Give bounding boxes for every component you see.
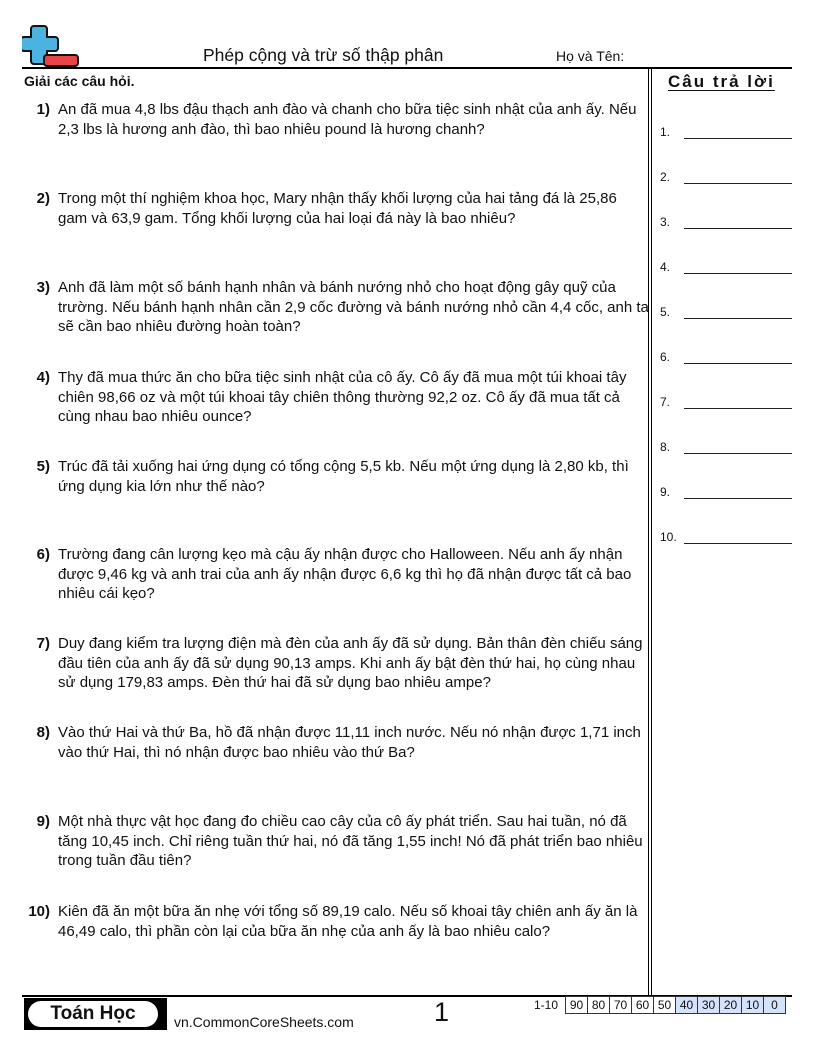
- question-text: Vào thứ Hai và thứ Ba, hồ đã nhận được 11,11 inch nước. Nếu nó nhận được 1,71 inch vào thứ Hai, thì nó nhận được bao nhiêu vào thứ Ba?: [58, 724, 641, 761]
- answer-blank[interactable]: [660, 391, 792, 409]
- brand-label: Toán Học: [28, 1001, 158, 1027]
- question-number: 9): [36, 813, 50, 830]
- score-cell: 10: [742, 997, 764, 1014]
- question-text: An đã mua 4,8 lbs đậu thạch anh đào và chanh cho bữa tiệc sinh nhật của anh ấy. Nếu 2,3 lbs là hương anh đào, thì bao nhiêu pound là hương chanh?: [58, 101, 637, 138]
- instructions: Giải các câu hỏi.: [24, 73, 135, 89]
- question-text: Duy đang kiểm tra lượng điện mà đèn của anh ấy đã sử dụng. Bản thân đèn chiếu sáng đầu tiên của anh ấy đã sử dụng 90,13 amps. Khi anh ấy bật đèn thứ hai, họ cùng nhau sử dụng 179,83 amps. Đèn thứ hai đã sử dụng bao nhiêu ampe?: [58, 635, 643, 691]
- answer-blank[interactable]: [660, 256, 792, 274]
- question-item: [24, 368, 650, 427]
- question-item: [24, 812, 650, 871]
- score-row: [566, 997, 786, 1014]
- answer-line[interactable]: [684, 453, 792, 454]
- answer-number: 7.: [660, 395, 671, 409]
- question-number: 5): [36, 458, 50, 475]
- score-cell: 70: [610, 997, 632, 1014]
- answers-title: Câu trả lời: [668, 72, 775, 91]
- answer-number: 1.: [660, 125, 671, 139]
- score-cell: 40: [676, 997, 698, 1014]
- question-number: 10): [28, 903, 50, 920]
- question-text: Trong một thí nghiệm khoa học, Mary nhận thấy khối lượng của hai tảng đá là 25,86 gam và 63,9 gam. Tổng khối lượng của hai loại đá này là bao nhiêu?: [58, 190, 617, 227]
- header-rule: [22, 67, 792, 69]
- plus-minus-logo-icon: [22, 24, 80, 68]
- answer-number: 6.: [660, 350, 671, 364]
- score-cell: 80: [588, 997, 610, 1014]
- answer-number: 10.: [660, 530, 677, 544]
- score-range-label: 1-10: [534, 998, 559, 1012]
- question-text: Anh đã làm một số bánh hạnh nhân và bánh nướng nhỏ cho hoạt động gây quỹ của trường. Nếu bánh hạnh nhân cần 2,9 cốc đường và bánh nướng nhỏ cần 4,4 cốc, anh ta sẽ cần bao nhiêu đường hoàn toàn?: [58, 279, 649, 335]
- answer-number: 5.: [660, 305, 671, 319]
- question-item: [24, 634, 650, 693]
- answer-blank[interactable]: [660, 346, 792, 364]
- score-cell: 60: [632, 997, 654, 1014]
- page-number: 1: [434, 997, 450, 1027]
- question-number: 8): [36, 724, 50, 741]
- score-table: [565, 996, 786, 1014]
- question-text: Trúc đã tải xuống hai ứng dụng có tổng cộng 5,5 kb. Nếu một ứng dụng là 2,80 kb, thì ứng dụng kia lớn như thế nào?: [58, 458, 629, 495]
- question-text: Kiên đã ăn một bữa ăn nhẹ với tổng số 89,19 calo. Nếu số khoai tây chiên anh ấy ăn là 46,49 calo, thì phần còn lại của bữa ăn nhẹ của anh ấy là bao nhiêu calo?: [58, 903, 638, 940]
- question-item: [24, 100, 650, 139]
- score-cell: 50: [654, 997, 676, 1014]
- answer-blank[interactable]: [660, 436, 792, 454]
- answer-line[interactable]: [684, 183, 792, 184]
- answer-blank[interactable]: [660, 166, 792, 184]
- question-number: 4): [36, 369, 50, 386]
- answer-blank[interactable]: [660, 301, 792, 319]
- question-item: [24, 278, 650, 337]
- question-text: Trường đang cân lượng kẹo mà cậu ấy nhận được cho Halloween. Nếu anh ấy nhận được 9,46 kg và anh trai của anh ấy nhận được 6,6 kg thì họ đã nhận được tất cả bao nhiêu cái kẹo?: [58, 546, 632, 602]
- answer-line[interactable]: [684, 543, 792, 544]
- answer-line[interactable]: [684, 228, 792, 229]
- answer-line[interactable]: [684, 138, 792, 139]
- question-item: [24, 545, 650, 604]
- answer-blank[interactable]: [660, 526, 792, 544]
- answer-number: 4.: [660, 260, 671, 274]
- question-number: 3): [36, 279, 50, 296]
- answer-blank[interactable]: [660, 481, 792, 499]
- question-number: 1): [36, 101, 50, 118]
- answer-line[interactable]: [684, 408, 792, 409]
- question-item: [24, 723, 650, 762]
- site-url: vn.CommonCoreSheets.com: [174, 1014, 354, 1030]
- name-label: Họ và Tên:: [556, 48, 625, 64]
- question-item: [24, 902, 650, 941]
- score-cell: 90: [566, 997, 588, 1014]
- answer-number: 3.: [660, 215, 671, 229]
- question-item: [24, 189, 650, 228]
- question-number: 7): [36, 635, 50, 652]
- answer-line[interactable]: [684, 318, 792, 319]
- answer-blank[interactable]: [660, 121, 792, 139]
- score-cell: 30: [698, 997, 720, 1014]
- question-text: Thy đã mua thức ăn cho bữa tiệc sinh nhật của cô ấy. Cô ấy đã mua một túi khoai tây chiên 98,66 oz và một túi khoai tây chiên thông thường 92,2 oz. Cô ấy đã mua tất cả cùng nhau bao nhiêu ounce?: [58, 369, 627, 425]
- answer-line[interactable]: [684, 273, 792, 274]
- answer-number: 8.: [660, 440, 671, 454]
- answer-number: 9.: [660, 485, 671, 499]
- question-number: 2): [36, 190, 50, 207]
- worksheet-title: Phép cộng và trừ số thập phân: [203, 45, 444, 65]
- score-cell: 20: [720, 997, 742, 1014]
- answer-line[interactable]: [684, 498, 792, 499]
- question-number: 6): [36, 546, 50, 563]
- score-cell: 0: [764, 997, 786, 1014]
- answer-line[interactable]: [684, 363, 792, 364]
- answer-number: 2.: [660, 170, 671, 184]
- brand-badge: [24, 998, 167, 1030]
- question-item: [24, 457, 650, 496]
- question-text: Một nhà thực vật học đang đo chiều cao cây của cô ấy phát triển. Sau hai tuần, nó đã tăng 10,45 inch. Chỉ riêng tuần thứ hai, nó đã tăng 1,55 inch! Nó đã phát triển bao nhiêu trong tuần đầu tiên?: [58, 813, 643, 869]
- answer-blank[interactable]: [660, 211, 792, 229]
